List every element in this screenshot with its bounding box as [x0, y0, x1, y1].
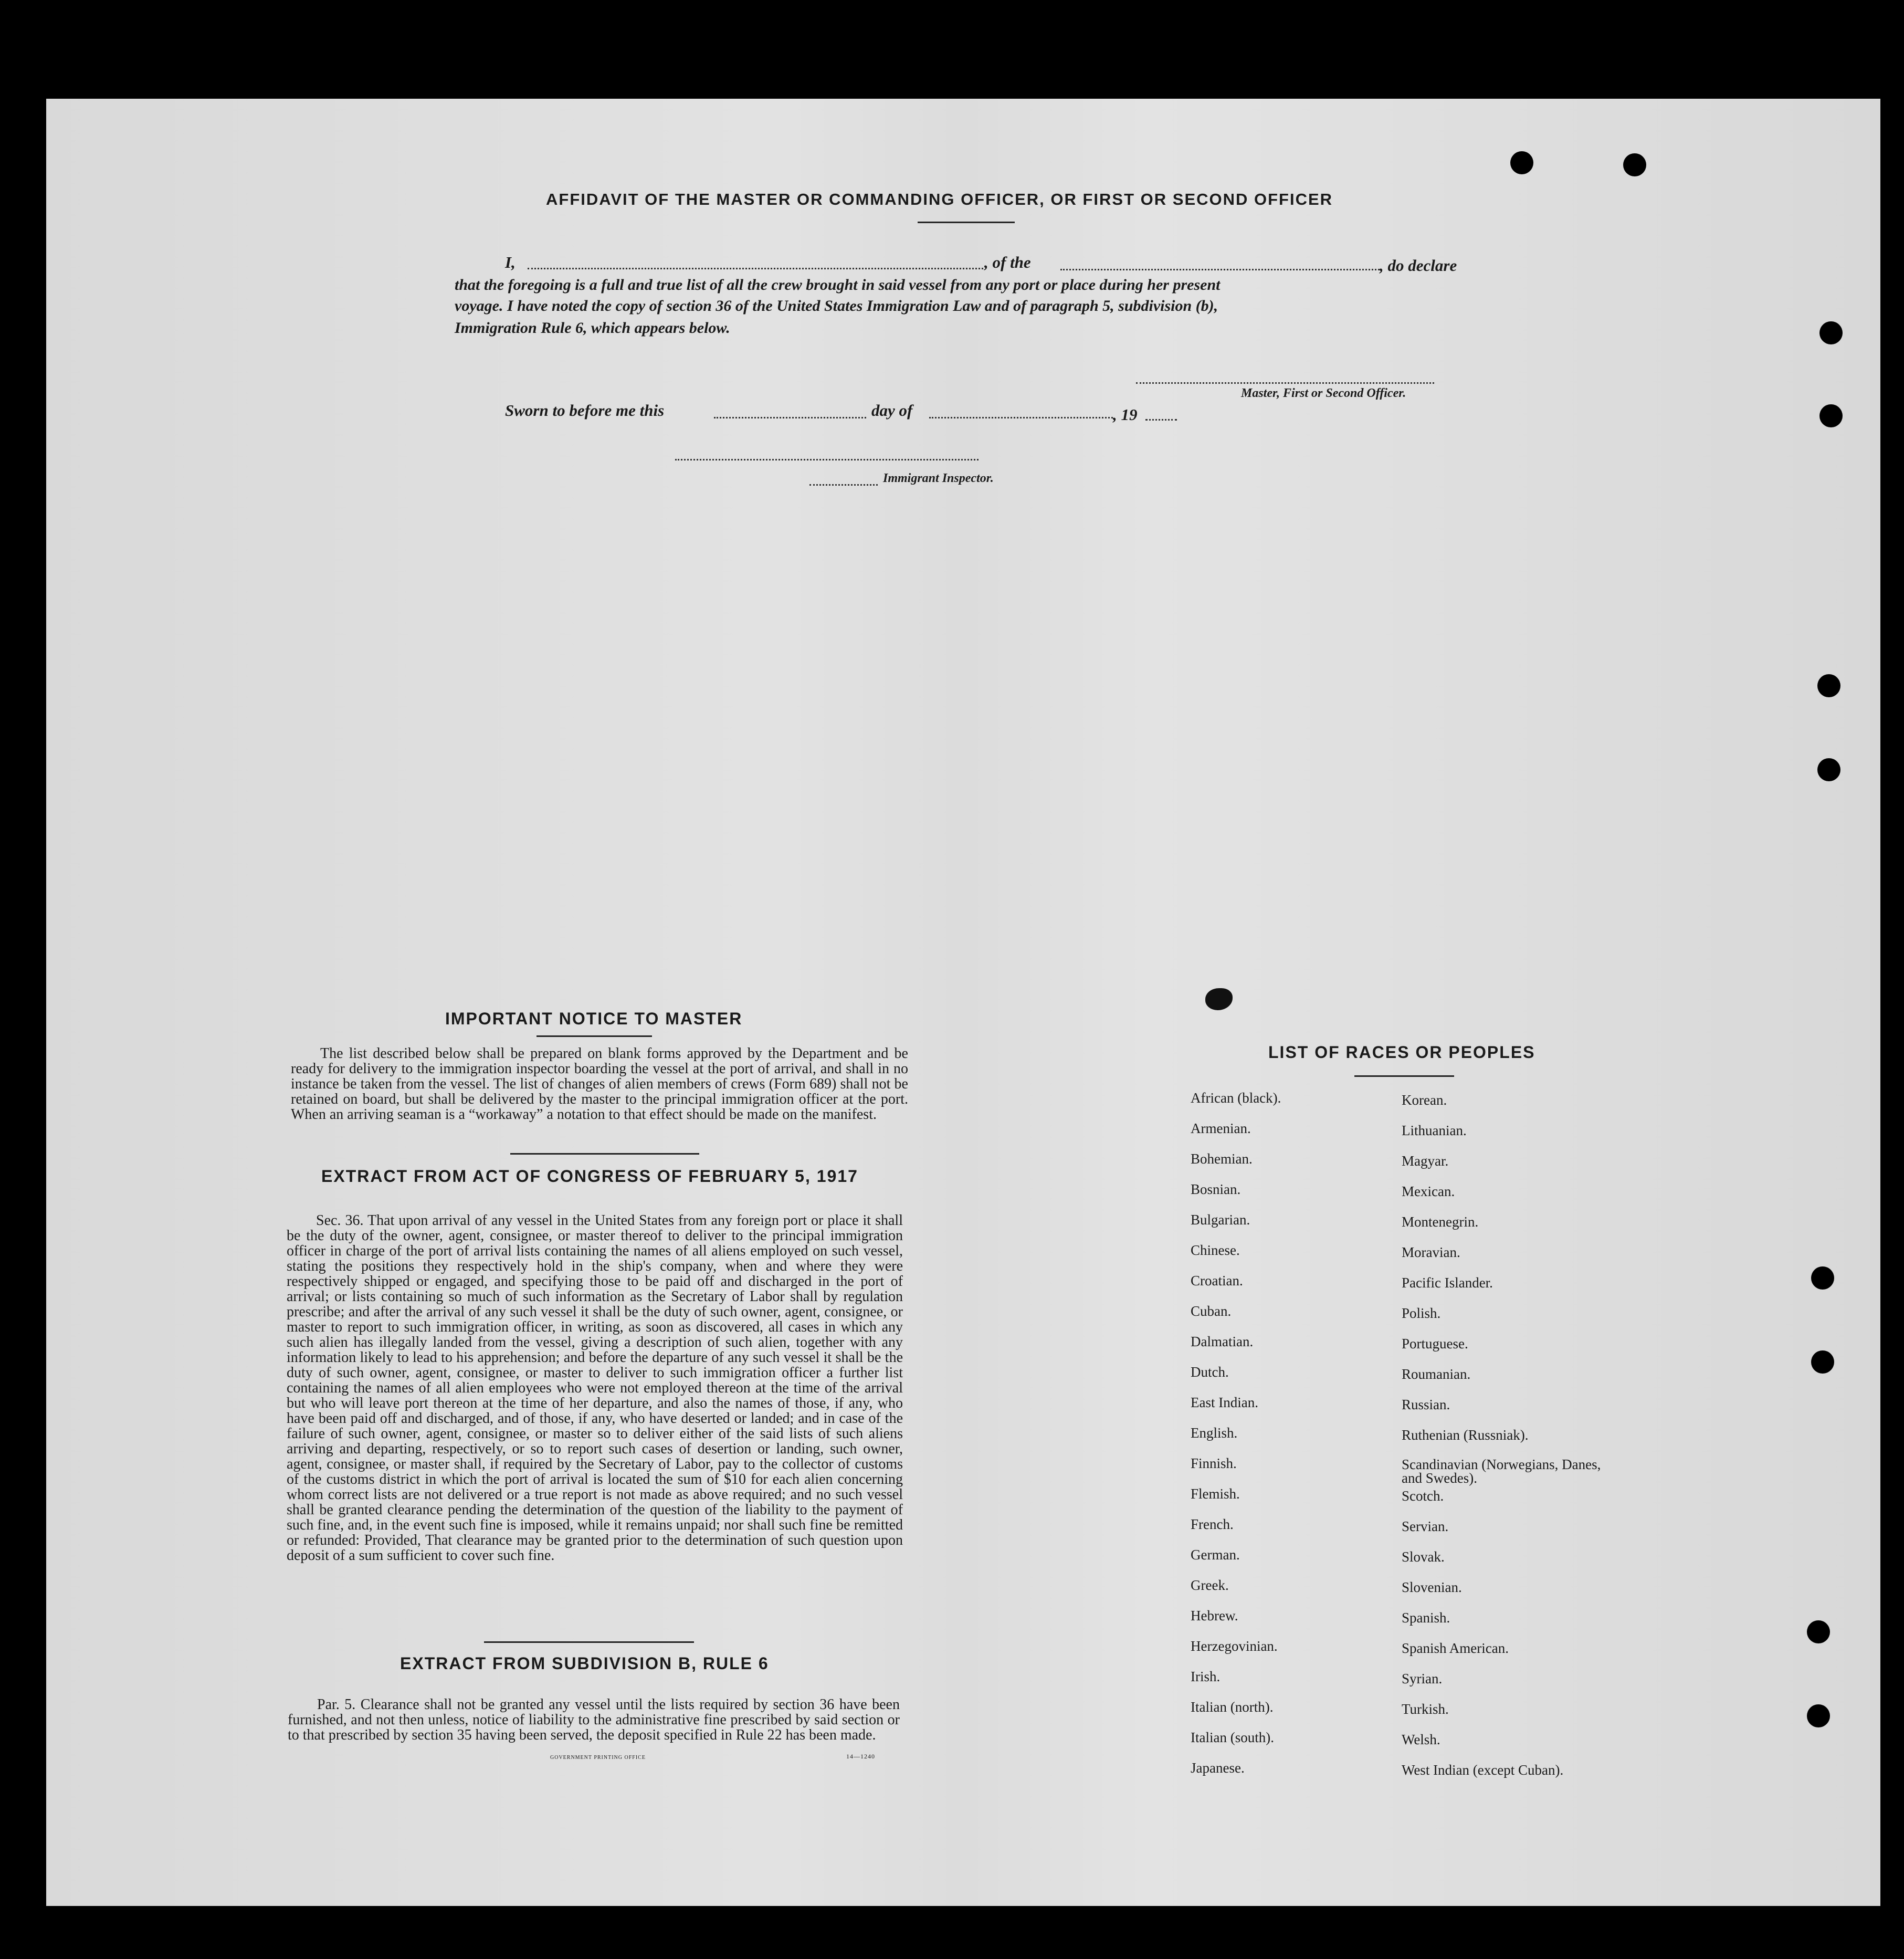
race-item: Greek.	[1191, 1577, 1229, 1593]
race-item: Finnish.	[1191, 1455, 1237, 1471]
vessel-blank[interactable]	[1060, 269, 1380, 270]
master-label: Master, First or Second Officer.	[1241, 386, 1406, 400]
day-of-text: day of	[871, 401, 913, 420]
race-item: German.	[1191, 1547, 1240, 1563]
race-item: Syrian.	[1402, 1671, 1443, 1686]
punch-hole	[1623, 153, 1646, 176]
race-item: Japanese.	[1191, 1760, 1245, 1776]
title-underline	[918, 222, 1015, 223]
race-item: Montenegrin.	[1402, 1214, 1479, 1230]
race-item: Roumanian.	[1402, 1366, 1471, 1382]
punch-hole	[1510, 151, 1533, 174]
notice-underline	[537, 1035, 652, 1037]
punch-hole	[1817, 674, 1840, 697]
race-item: East Indian.	[1191, 1395, 1258, 1410]
punch-hole	[1811, 1350, 1834, 1374]
race-item: English.	[1191, 1425, 1238, 1441]
race-item: Irish.	[1191, 1669, 1221, 1684]
affidavit-line-2: voyage. I have noted the copy of section 36 of the United States Immigration Law and of paragraph 5, subdivision (b),	[455, 297, 1218, 315]
section-36-text: Sec. 36. That upon arrival of any vessel in the United States from any foreign port or place it shall be the duty of the owner, agent, consignee, or master thereof to deliver to the principal immigration officer in charge of the port of arrival lists containing the names of all aliens employed on such vessel, stating the positions they respectively hold in the ship's company, when and where they were respectively shipped or engaged, and specifying those to be paid off and discharged in the port of arrival; or lists containing so much of such information as the Secretary of Labor shall by regulation prescribe; and after the arrival of any such vessel it shall be the duty of such owner, agent, consignee, or master to report to such immigration officer, in writing, as soon as discovered, all cases in which any such alien has illegally landed from the vessel, giving a description of such alien, together with any information likely to lead to his apprehension; and before the departure of any such vessel it shall be the duty of such owner, agent, consignee, or master to deliver to such immigration officer a further list containing the names of all alien employees who were not employed thereon at the time of the arrival but who will leave port thereon at the time of her departure, and also the names of those, if any, who have been paid off and discharged, and of those, if any, who have deserted or landed; and in case of the failure of such owner, agent, consignee, or master so to deliver either of the said lists of such aliens arriving and departing, respectively, or so to report such cases of desertion or landing, such owner, agent, consignee, or master shall, if required by the Secretary of Labor, pay to the collector of customs of the customs district in which the port of arrival is located the sum of $10 for each alien concerning whom correct lists are not delivered or a true report is not made as above required; and no such vessel shall be granted clearance pending the determination of the question of the liability to the payment of such fine, and, in the event such fine is imposed, while it remains unpaid; nor shall such fine be remitted or refunded: Provided, That clearance may be granted prior to the determination of such question upon deposit of a sum sufficient to cover such fine.	[287, 1212, 903, 1564]
race-item: Polish.	[1402, 1305, 1441, 1321]
name-blank[interactable]	[528, 268, 983, 269]
race-item: Italian (north).	[1191, 1699, 1274, 1715]
extract-rule-body	[288, 1697, 900, 1743]
extract-rule-title: EXTRACT FROM SUBDIVISION B, RULE 6	[400, 1654, 769, 1673]
punch-hole	[1811, 1266, 1834, 1290]
race-item: Cuban.	[1191, 1303, 1232, 1319]
race-item: Moravian.	[1402, 1244, 1460, 1260]
race-item: Croatian.	[1191, 1273, 1243, 1288]
race-item: Turkish.	[1402, 1701, 1449, 1717]
race-item: Armenian.	[1191, 1120, 1251, 1136]
punch-hole	[1817, 758, 1840, 781]
sworn-year-blank[interactable]	[1145, 419, 1177, 421]
race-item: Spanish American.	[1402, 1640, 1509, 1656]
form-code: 14—1240	[846, 1753, 875, 1760]
race-item: Herzegovinian.	[1191, 1638, 1278, 1654]
race-item: Italian (south).	[1191, 1730, 1274, 1745]
race-item: Lithuanian.	[1402, 1123, 1467, 1138]
race-item: Bulgarian.	[1191, 1212, 1250, 1228]
punch-hole	[1819, 321, 1843, 344]
extract-act-body	[287, 1213, 903, 1563]
inspector-label: Immigrant Inspector.	[883, 472, 994, 485]
sworn-text: Sworn to before me this	[505, 401, 665, 420]
notice-body	[291, 1046, 908, 1122]
divider	[484, 1641, 694, 1643]
inspector-signature-line[interactable]	[675, 459, 979, 460]
affidavit-of-the: , of the	[984, 253, 1031, 271]
race-item: Hebrew.	[1191, 1608, 1238, 1623]
races-right-column	[1402, 1092, 1612, 1793]
race-item: West Indian (except Cuban).	[1402, 1762, 1564, 1778]
race-item: Scotch.	[1402, 1488, 1444, 1504]
race-item: African (black).	[1191, 1090, 1281, 1106]
race-item: Ruthenian (Russniak).	[1402, 1427, 1529, 1443]
punch-hole	[1807, 1704, 1830, 1727]
race-item: Welsh.	[1402, 1732, 1440, 1747]
affidavit-line-1: that the foregoing is a full and true list of all the crew brought in said vessel from any port or place during her present	[455, 276, 1221, 294]
master-signature-line[interactable]	[1136, 382, 1434, 384]
affidavit-line-3: Immigration Rule 6, which appears below.	[455, 319, 730, 337]
race-item: Slovak.	[1402, 1549, 1445, 1565]
printer-imprint: GOVERNMENT PRINTING OFFICE	[550, 1755, 646, 1761]
races-left-column	[1191, 1090, 1380, 1790]
divider	[510, 1153, 699, 1155]
race-item: Pacific Islander.	[1402, 1275, 1493, 1291]
race-item: French.	[1191, 1516, 1234, 1532]
paragraph-5-text: Par. 5. Clearance shall not be granted any vessel until the lists required by section 36 have been furnished, and not then unless, notice of liability to the administrative fine prescribed by said section or to that prescribed by section 35 having been served, the deposit specified in Rule 22 has been made.	[288, 1696, 900, 1743]
notice-text: The list described below shall be prepared on blank forms approved by the Department and be ready for delivery to the immigration inspector boarding the vessel at the port of arrival, and shall in no instance be taken from the vessel. The list of changes of alien members of crews (Form 689) shall not be retained on board, but shall be delivered by the master to the principal immigration officer at the port. When an arriving seaman is a “workaway” a notation to that effect should be made on the manifest.	[291, 1045, 908, 1123]
race-item: Bosnian.	[1191, 1181, 1241, 1197]
race-item: Portuguese.	[1402, 1336, 1468, 1352]
notice-title: IMPORTANT NOTICE TO MASTER	[445, 1009, 743, 1028]
race-item: Scandinavian (Norwegians, Danes, and Swedes).	[1402, 1457, 1601, 1486]
year-text: , 19	[1113, 405, 1138, 424]
race-item: Dalmatian.	[1191, 1334, 1254, 1349]
sworn-month-blank[interactable]	[929, 417, 1113, 418]
race-item: Russian.	[1402, 1397, 1450, 1412]
punch-hole	[1807, 1620, 1830, 1643]
races-title: LIST OF RACES OR PEOPLES	[1268, 1043, 1535, 1062]
race-item: Slovenian.	[1402, 1579, 1462, 1595]
race-item: Korean.	[1402, 1092, 1447, 1108]
race-item: Bohemian.	[1191, 1151, 1253, 1167]
race-item: Flemish.	[1191, 1486, 1240, 1502]
race-item: Spanish.	[1402, 1610, 1450, 1626]
sworn-day-blank[interactable]	[714, 417, 866, 418]
race-item: Magyar.	[1402, 1153, 1449, 1169]
races-underline	[1354, 1075, 1454, 1077]
race-item: Servian.	[1402, 1518, 1449, 1534]
affidavit-i: I,	[505, 253, 516, 271]
extract-act-title: EXTRACT FROM ACT OF CONGRESS OF FEBRUARY 5, 1917	[321, 1167, 858, 1186]
punch-hole	[1819, 404, 1843, 427]
inspector-short-line	[809, 484, 878, 486]
race-item: Chinese.	[1191, 1242, 1240, 1258]
race-item: Mexican.	[1402, 1183, 1455, 1199]
affidavit-title: AFFIDAVIT OF THE MASTER OR COMMANDING OFFICER, OR FIRST OR SECOND OFFICER	[546, 190, 1333, 208]
affidavit-do-declare: , do declare	[1380, 256, 1457, 275]
race-item: Dutch.	[1191, 1364, 1229, 1380]
